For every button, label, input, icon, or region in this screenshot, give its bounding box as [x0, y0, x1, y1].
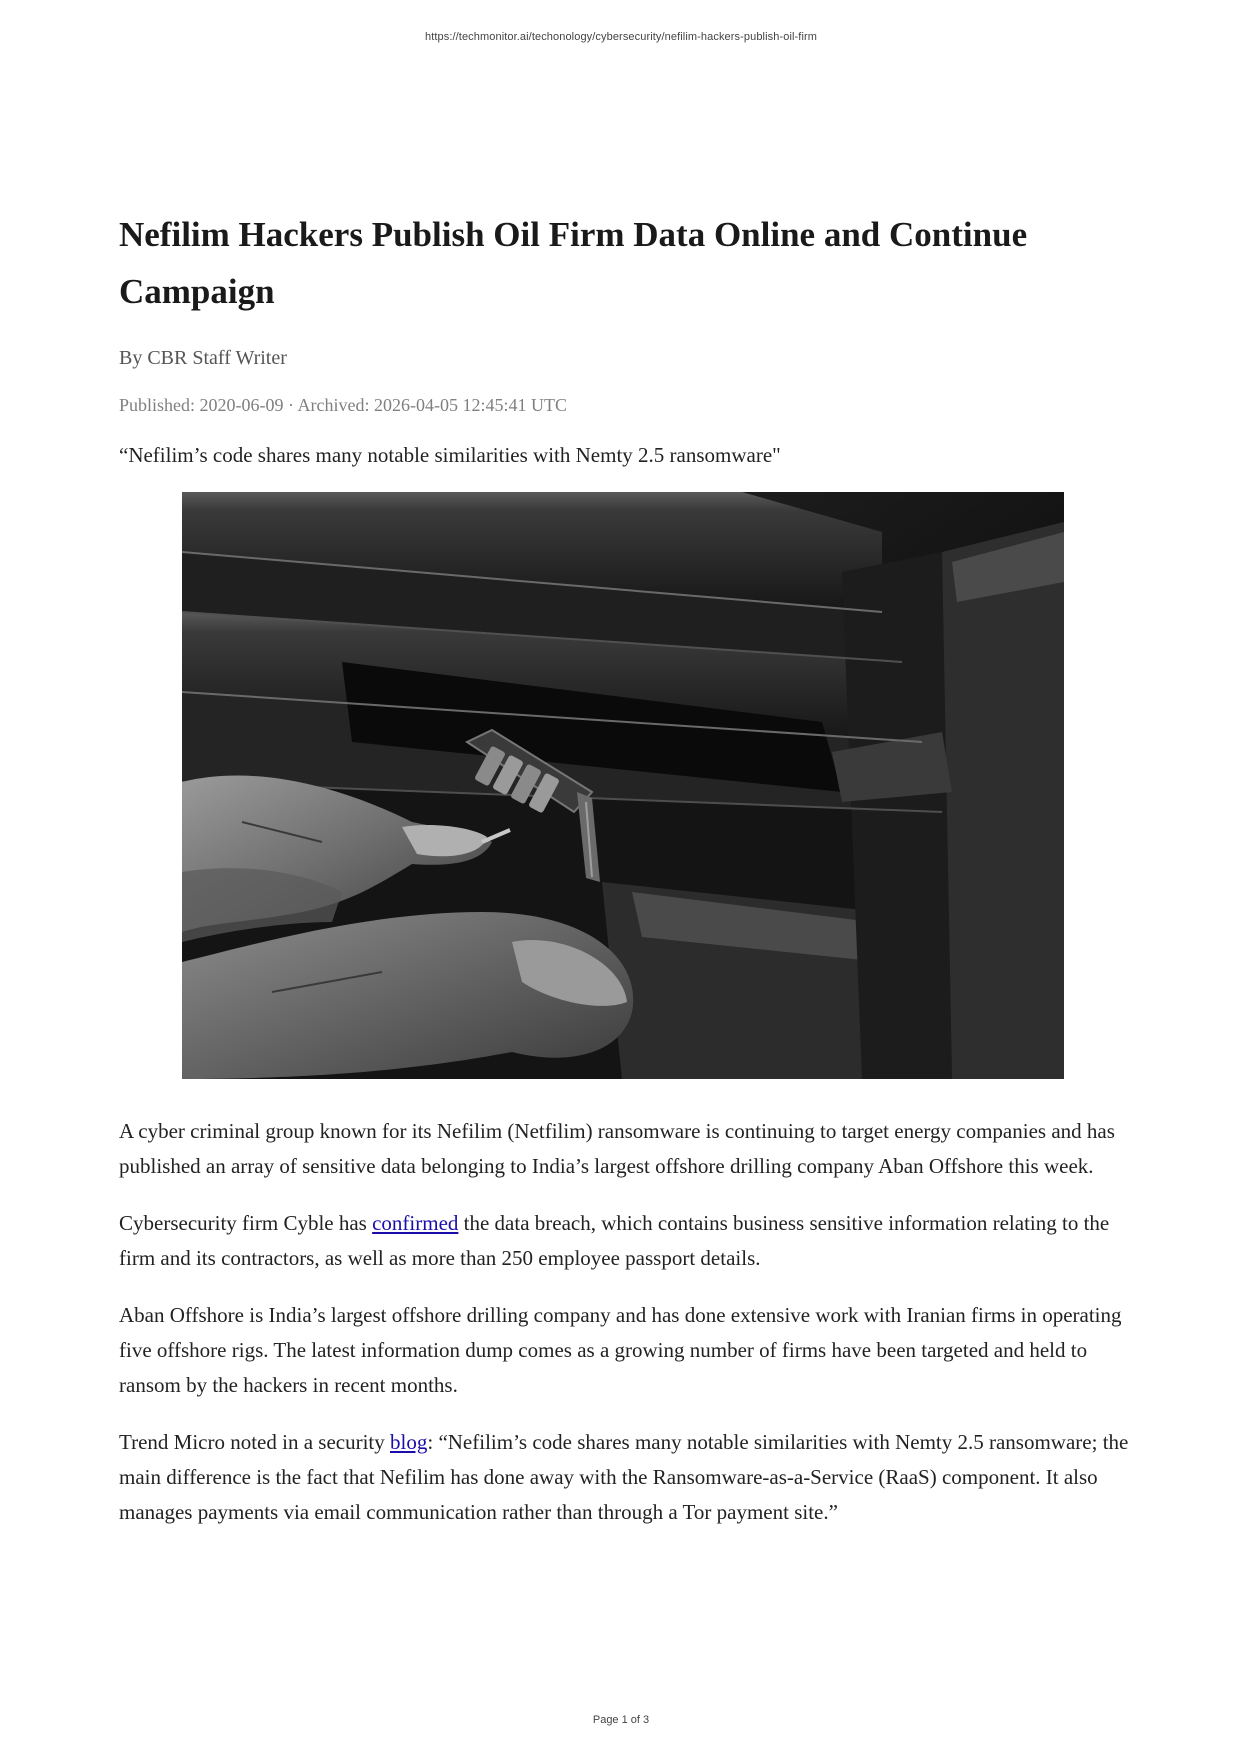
- paragraph-4-after: : “Nefilim’s code shares many notable similarities with Nemty 2.5 ransomware; the main difference is the fact that Nefilim has done away with the Ransomware-as-a-Service (RaaS) component. It also manages payments via email communication rather than through a Tor payment site.”: [119, 1430, 1129, 1524]
- paragraph-2-before: Cybersecurity firm Cyble has: [119, 1211, 373, 1235]
- article-dek: “Nefilim’s code shares many notable similarities with Nemty 2.5 ransomware": [119, 443, 781, 467]
- blog-link[interactable]: blog: [390, 1430, 428, 1454]
- article-title: Nefilim Hackers Publish Oil Firm Data Online and Continue Campaign: [119, 215, 1028, 311]
- paragraph-4-before: Trend Micro noted in a security: [119, 1430, 391, 1454]
- padlock-photo-illustration: [182, 492, 1064, 1079]
- article-body: [119, 1114, 1129, 1530]
- paragraph-4: [119, 1425, 1129, 1530]
- paragraph-2-after: the data breach, which contains business sensitive information relating to the firm and its contractors, as well as more than 250 employee passport details.: [119, 1211, 1110, 1270]
- paragraph-3: Aban Offshore is India’s largest offshore drilling company and has done extensive work with Iranian firms in operating five offshore rigs. The latest information dump comes as a growing number of firms have been targeted and held to ransom by the hackers in recent months.: [119, 1303, 1122, 1397]
- article: [119, 206, 1129, 1552]
- article-meta: Published: 2020-06-09 · Archived: 2026-04-05 12:45:41 UTC: [119, 395, 567, 415]
- paragraph-2: [119, 1206, 1129, 1276]
- article-byline: By CBR Staff Writer: [119, 347, 287, 369]
- confirmed-link[interactable]: confirmed: [372, 1211, 459, 1235]
- page-url-header: https://techmonitor.ai/techonology/cybersecurity/nefilim-hackers-publish-oil-firm: [424, 31, 818, 43]
- page-number-footer: Page 1 of 3: [592, 1714, 650, 1726]
- paragraph-1: A cyber criminal group known for its Nefilim (Netfilim) ransomware is continuing to target energy companies and has published an array of sensitive data belonging to India’s largest offshore drilling company Aban Offshore this week.: [119, 1119, 1115, 1178]
- hero-image: [182, 492, 1064, 1079]
